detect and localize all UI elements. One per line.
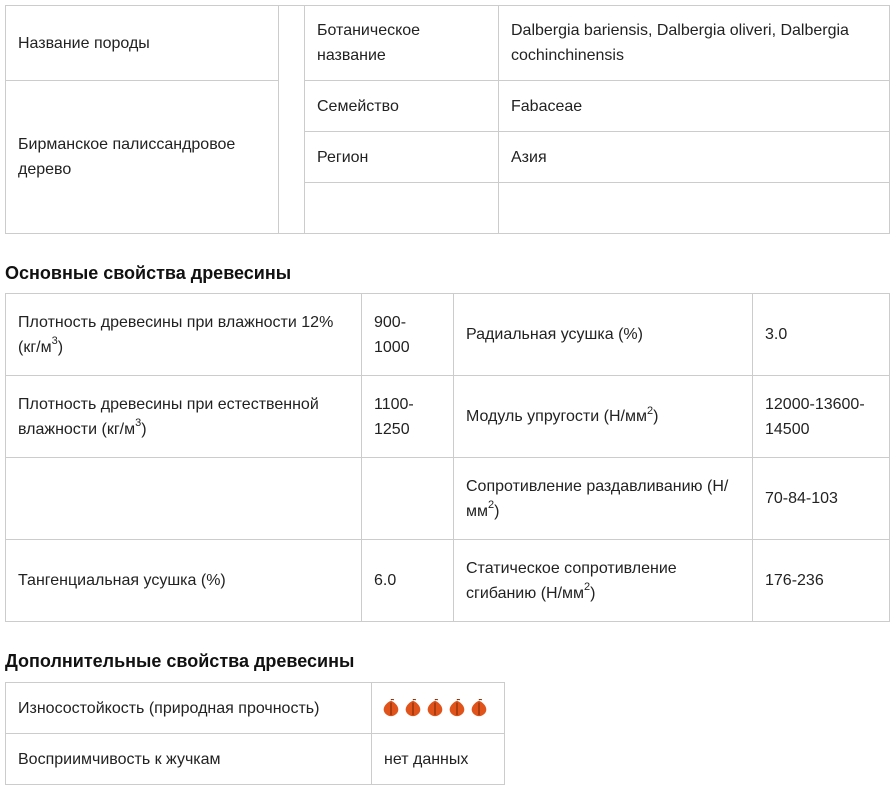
region-label: Регион [305, 132, 499, 183]
durability-rating [372, 683, 505, 734]
breed-table [5, 5, 890, 234]
density-12-label: Плотность древесины при влажности 12% $(кг/м^3)$ [6, 294, 362, 376]
botanical-label: Ботаническое название [305, 6, 499, 81]
bending-strength-value: 176-236 [753, 540, 890, 622]
modulus-value: 12000-13600-14500 [753, 376, 890, 458]
basic-properties-heading: Основные свойства древесины [5, 263, 292, 283]
empty-cell [499, 183, 890, 234]
radial-shrinkage-value: 3.0 [753, 294, 890, 376]
family-label: Семейство [305, 81, 499, 132]
leaf-icon [426, 699, 444, 717]
breed-label: Название породы [6, 6, 279, 81]
leaf-icon [470, 699, 488, 717]
extra-properties-heading: Дополнительные свойства древесины [5, 651, 355, 671]
durability-label: Износостойкость (природная прочность) [6, 683, 372, 734]
crush-resistance-label: Сопротивление раздавливанию $(Н/мм^2)$ [454, 458, 753, 540]
leaf-icon [382, 699, 400, 717]
tangential-shrinkage-value: 6.0 [362, 540, 454, 622]
empty-cell [362, 458, 454, 540]
tangential-shrinkage-label: Тангенциальная усушка (%) [6, 540, 362, 622]
density-natural-label: Плотность древесины при естественной влажности $(кг/м^3)$ [6, 376, 362, 458]
family-value: Fabaceae [499, 81, 890, 132]
breed-value: Бирманское палиссандровое дерево [6, 81, 279, 234]
empty-cell [6, 458, 362, 540]
modulus-label: Модуль упругости $(Н/мм^2)$ [454, 376, 753, 458]
leaf-icon [404, 699, 422, 717]
beetle-susceptibility-value: нет данных [372, 734, 505, 785]
radial-shrinkage-label: Радиальная усушка (%) [454, 294, 753, 376]
leaf-icon [448, 699, 466, 717]
extra-properties-table [5, 682, 505, 785]
botanical-value: Dalbergia bariensis, Dalbergia oliveri, Dalbergia cochinchinensis [499, 6, 890, 81]
crush-resistance-value: 70-84-103 [753, 458, 890, 540]
density-natural-value: 1100-1250 [362, 376, 454, 458]
beetle-susceptibility-label: Восприимчивость к жучкам [6, 734, 372, 785]
bending-strength-label: Статическое сопротивление сгибанию $(Н/мм^2)$ [454, 540, 753, 622]
density-12-value: 900-1000 [362, 294, 454, 376]
empty-cell [305, 183, 499, 234]
basic-properties-table [5, 293, 890, 622]
region-value: Азия [499, 132, 890, 183]
spacer-cell [279, 6, 305, 234]
